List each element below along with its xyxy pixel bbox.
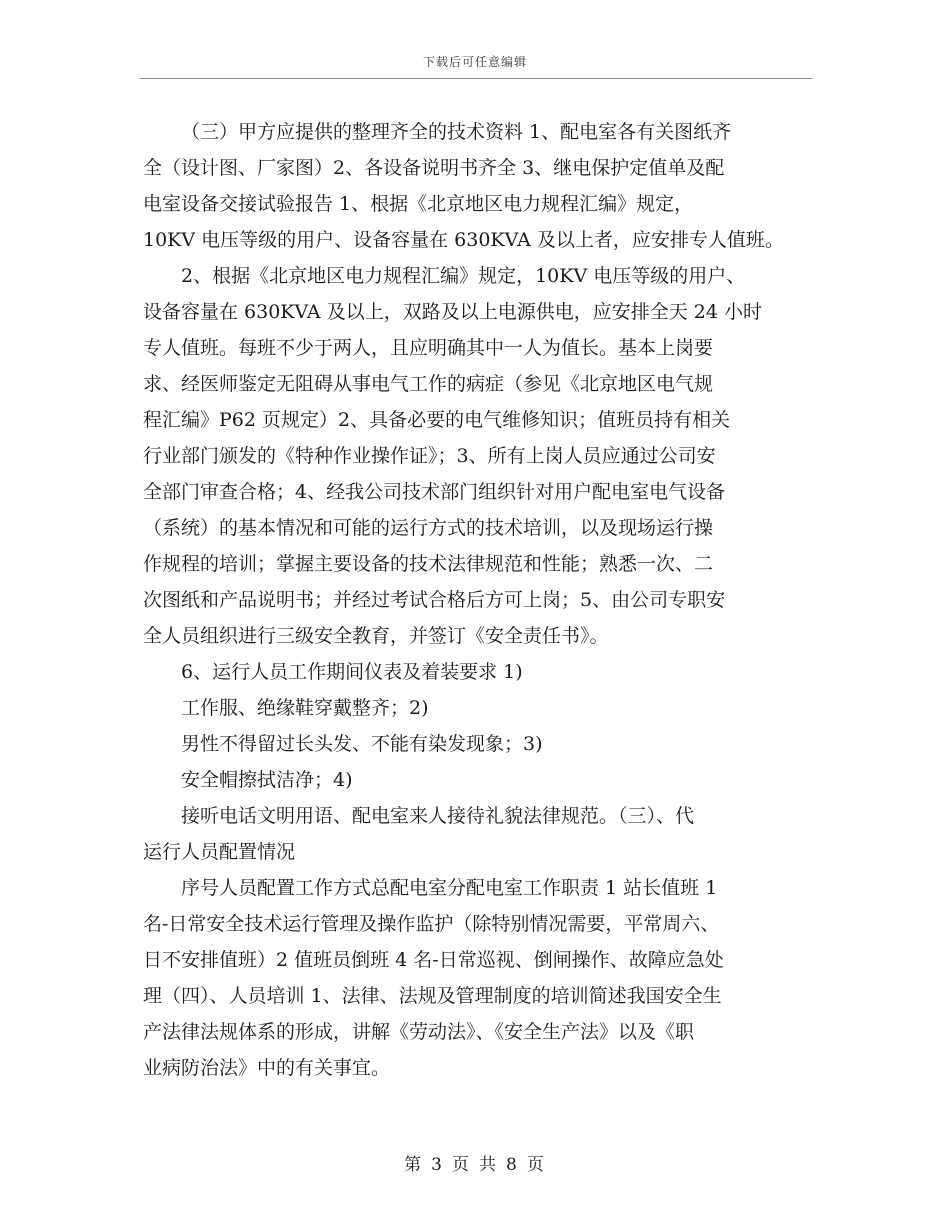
text-line: 理（四）、人员培训 1、法律、法规及管理制度的培训简述我国安全生 <box>143 985 722 1007</box>
footer-prefix: 第 <box>404 1155 424 1175</box>
text-line: 工作服、绝缘鞋穿戴整齐；2) <box>181 697 429 719</box>
text-line: 行业部门颁发的《特种作业操作证》；3、所有上岗人员应通过公司安 <box>143 445 716 467</box>
page-header: 下载后可任意编辑 <box>422 55 527 69</box>
text-line: 产法律法规体系的形成，讲解《劳动法》、《安全生产法》以及《职 <box>143 1021 695 1043</box>
paragraph <box>143 726 813 762</box>
text-line: 求、经医师鉴定无阻碍从事电气工作的病症（参见《北京地区电气规 <box>143 373 714 395</box>
header-divider <box>140 78 812 79</box>
text-line: 电室设备交接试验报告 1、根据《北京地区电力规程汇编》规定， <box>143 193 694 215</box>
footer-total-pages: 8 <box>506 1155 519 1175</box>
paragraph <box>143 762 813 798</box>
footer-page-number: 3 <box>431 1155 444 1175</box>
text-line: 作规程的培训；掌握主要设备的技术法律规范和性能；熟悉一次、二 <box>143 553 714 575</box>
text-line: 程汇编》P62 页规定）2、具备必要的电气维修知识；值班员持有相关 <box>143 409 731 431</box>
text-line: 全部门审查合格；4、经我公司技术部门组织针对用户配电室电气设备 <box>143 481 726 503</box>
text-line: 业病防治法》中的有关事宜。 <box>143 1057 391 1079</box>
page-footer <box>0 1150 950 1175</box>
text-line: 接听电话文明用语、配电室来人接待礼貌法律规范。（三）、代 <box>181 805 695 827</box>
text-line: 2、根据《北京地区电力规程汇编》规定，10KV 电压等级的用户、 <box>181 265 746 287</box>
text-line: （三）甲方应提供的整理齐全的技术资料 1、配电室各有关图纸齐 <box>181 121 732 143</box>
text-line: 6、运行人员工作期间仪表及着装要求 1) <box>181 661 523 683</box>
text-line: 安全帽擦拭洁净；4) <box>181 769 353 791</box>
text-line: 运行人员配置情况 <box>143 841 296 863</box>
text-line: 专人值班。每班不少于两人，且应明确其中一人为值长。基本上岗要 <box>143 337 714 359</box>
paragraph <box>143 870 813 1086</box>
paragraph <box>143 654 813 690</box>
paragraph <box>143 690 813 726</box>
text-line: 全（设计图、厂家图）2、各设备说明书齐全 3、继电保护定值单及配 <box>143 157 725 179</box>
text-line: 日不安排值班）2 值班员倒班 4 名-日常巡视、倒闸操作、故障应急处 <box>143 949 724 971</box>
text-line: 名-日常安全技术运行管理及操作监护（除特别情况需要，平常周六、 <box>143 913 720 935</box>
footer-total-prefix: 共 <box>479 1155 498 1175</box>
text-line: 次图纸和产品说明书；并经过考试合格后方可上岗；5、由公司专职安 <box>143 589 726 611</box>
text-line: 序号人员配置工作方式总配电室分配电室工作职责 1 站长值班 1 <box>181 877 718 899</box>
text-line: 全人员组织进行三级安全教育，并签订《安全责任书》。 <box>143 625 609 647</box>
footer-page-label: 页 <box>452 1155 471 1175</box>
footer-total-label: 页 <box>526 1155 546 1175</box>
text-line: （系统）的基本情况和可能的运行方式的技术培训，以及现场运行操 <box>143 517 714 539</box>
text-line: 设备容量在 630KVA 及以上，双路及以上电源供电，应安排全天 24 小时 <box>143 301 762 323</box>
paragraph <box>143 114 813 258</box>
paragraph <box>143 258 813 654</box>
paragraph <box>143 798 813 870</box>
text-line: 10KV 电压等级的用户、设备容量在 630KVA 及以上者，应安排专人值班。 <box>143 229 784 251</box>
text-line: 男性不得留过长头发、不能有染发现象；3) <box>181 733 543 755</box>
document-body <box>143 114 813 1086</box>
